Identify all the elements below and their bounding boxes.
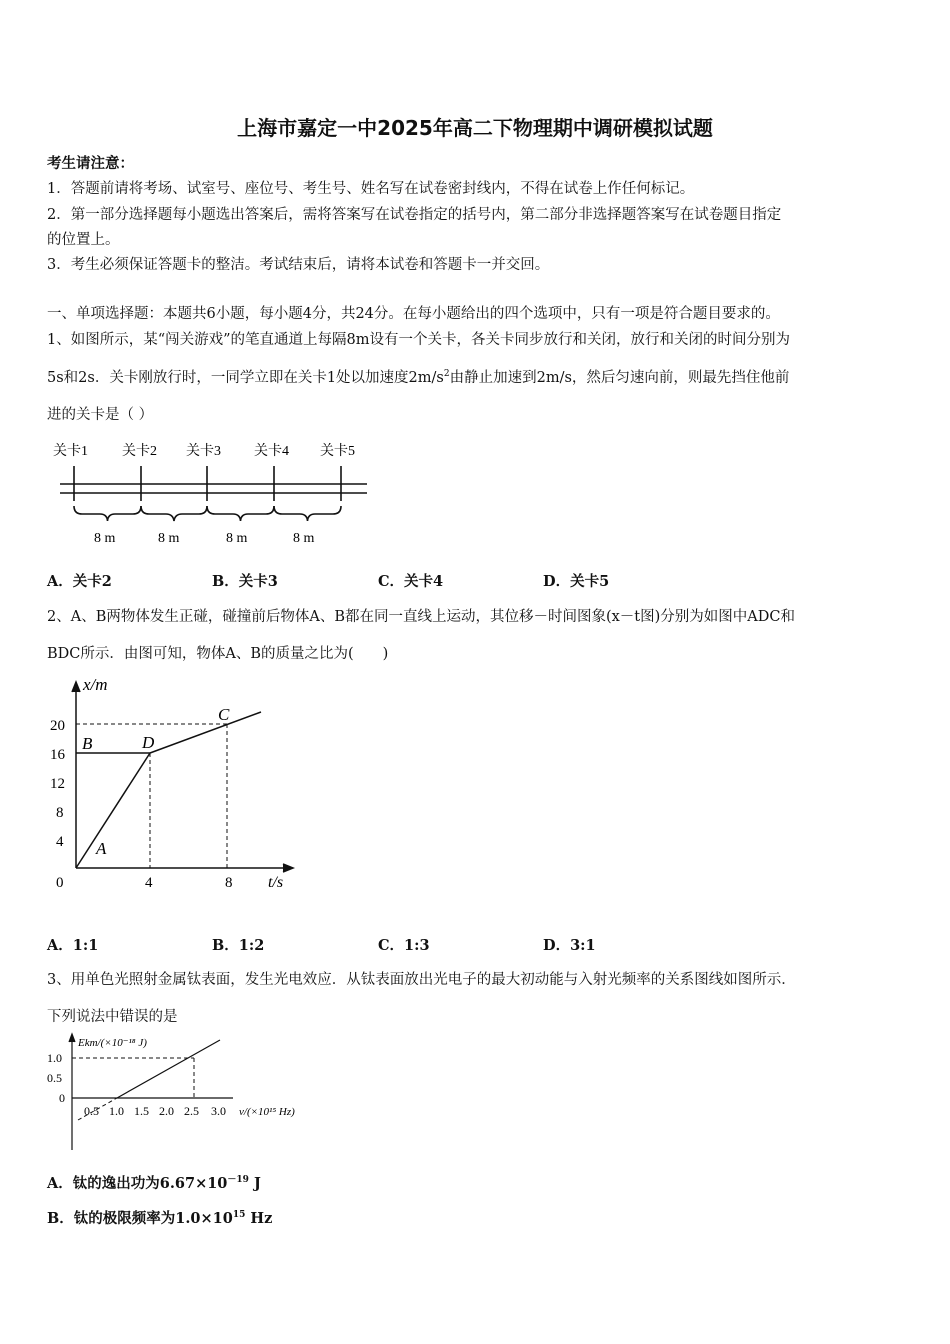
point-label-A: A <box>96 839 107 858</box>
q1-option-c[interactable]: C．关卡4 <box>378 573 444 590</box>
q3-xtick-25: 2.5 <box>184 1104 199 1118</box>
q3-option-a-unit: J <box>248 1175 261 1192</box>
q3-option-b-exponent: 15 <box>232 1210 246 1221</box>
point-label-B: B <box>82 734 93 753</box>
q3-option-a-exponent: －19 <box>227 1175 249 1186</box>
spacing-label-2: 8 m <box>158 531 180 546</box>
notice-heading: 考生请注意： <box>47 155 134 172</box>
q2-xtick-4: 4 <box>145 875 153 891</box>
q2-option-b[interactable]: B．1:2 <box>212 937 265 954</box>
brace-4 <box>274 506 341 521</box>
q3-option-a-text: A．钛的逸出功为6.67×10 <box>47 1175 228 1192</box>
q1-text-line2-part1: 5s和2s．关卡刚放行时，一同学立即在关卡1处以加速度2m/s <box>47 370 444 386</box>
brace-3 <box>207 506 274 521</box>
gate-label-2: 关卡2 <box>122 444 157 459</box>
brace-2 <box>141 506 207 521</box>
q2-ytick-20: 20 <box>50 718 65 734</box>
q3-ytick-0: 0 <box>59 1091 65 1105</box>
q1-gates-figure <box>45 434 375 554</box>
q3-option-a[interactable] <box>47 1172 261 1193</box>
q3-ytick-05: 0.5 <box>47 1071 62 1085</box>
q2-xlabel: t/s <box>268 874 284 891</box>
q3-xtick-10: 1.0 <box>109 1104 124 1118</box>
notice-item-3: 3．考生必须保证答题卡的整洁。考试结束后，请将本试卷和答题卡一并交回。 <box>47 257 550 273</box>
gate-label-3: 关卡3 <box>186 444 221 459</box>
q3-xtick-30: 3.0 <box>211 1104 226 1118</box>
notice-item-2-cont: 的位置上。 <box>47 232 120 248</box>
q2-option-a[interactable]: A．1:1 <box>47 937 99 954</box>
gate-label-4: 关卡4 <box>254 444 289 459</box>
q2-origin-label: 0 <box>56 875 64 891</box>
q3-text-line2: 下列说法中错误的是 <box>47 1009 178 1025</box>
q3-option-b-unit: Hz <box>245 1210 273 1227</box>
q3-xtick-20: 2.0 <box>159 1104 174 1118</box>
q3-text-line1: 3、用单色光照射金属钛表面，发生光电效应．从钛表面放出光电子的最大初动能与入射光频率的关系图线如图所示． <box>47 972 796 988</box>
q1-option-b[interactable]: B．关卡3 <box>212 573 278 590</box>
q3-ylabel: Ekm/(×10⁻¹⁸ J) <box>78 1037 147 1049</box>
q3-ytick-1: 1.0 <box>47 1051 62 1065</box>
section-heading: 一、单项选择题：本题共6小题，每小题4分，共24分。在每小题给出的四个选项中，只有一项是符合题目要求的。 <box>47 306 780 322</box>
q2-xtick-8: 8 <box>225 875 233 891</box>
brace-1 <box>74 506 141 521</box>
q2-ytick-8: 8 <box>56 805 64 821</box>
q2-ytick-4: 4 <box>56 834 64 850</box>
q2-option-d[interactable]: D．3:1 <box>543 937 596 954</box>
point-label-C: C <box>218 705 230 724</box>
gate-label-5: 关卡5 <box>320 444 355 459</box>
page-title: 上海市嘉定一中2025年高二下物理期中调研模拟试题 <box>237 116 713 140</box>
spacing-label-1: 8 m <box>94 531 116 546</box>
q3-option-b-text: B．钛的极限频率为1.0×10 <box>47 1210 233 1227</box>
line-DC <box>150 712 261 753</box>
q2-ytick-12: 12 <box>50 776 65 792</box>
q2-y-axis-arrow <box>72 682 80 692</box>
q2-xt-graph <box>45 672 305 897</box>
q1-text-line2-part2: 由静止加速到2m/s，然后匀速向前，则最先挡住他前 <box>449 370 790 386</box>
q3-ekm-graph <box>45 1030 335 1155</box>
q2-text-line1: 2、A、B两物体发生正碰，碰撞前后物体A、B都在同一直线上运动，其位移－时间图象(x－t图)分别为如图中ADC和 <box>47 609 795 625</box>
q2-ylabel: x/m <box>83 675 108 694</box>
q2-text-line2: BDC所示．由图可知，物体A、B的质量之比为( ) <box>47 646 389 662</box>
point-label-D: D <box>142 733 155 752</box>
q2-option-c[interactable]: C．1:3 <box>378 937 430 954</box>
q1-option-a[interactable]: A．关卡2 <box>47 573 112 590</box>
q1-text-line1: 1、如图所示，某“闯关游戏”的笔直通道上每隔8m设有一个关卡，各关卡同步放行和关闭，放行和关闭的时间分别为 <box>47 332 791 348</box>
spacing-label-3: 8 m <box>226 531 248 546</box>
gate-label-1: 关卡1 <box>53 444 88 459</box>
q3-xtick-05: 0.5 <box>84 1104 99 1118</box>
notice-item-2: 2．第一部分选择题每小题选出答案后，需将答案写在试卷指定的括号内，第二部分非选择题答案写在试卷题目指定 <box>47 207 782 223</box>
line-AD <box>76 753 150 868</box>
q3-y-axis-arrow <box>69 1034 75 1042</box>
notice-item-1: 1．答题前请将考场、试室号、座位号、考生号、姓名写在试卷密封线内，不得在试卷上作任何标记。 <box>47 181 695 197</box>
q3-xtick-15: 1.5 <box>134 1104 149 1118</box>
q1-text-line2 <box>47 366 789 387</box>
q2-ytick-16: 16 <box>50 747 65 763</box>
q2-x-axis-arrow <box>283 864 293 872</box>
q3-xlabel: ν/(×10¹⁵ Hz) <box>239 1106 295 1118</box>
q3-option-b[interactable] <box>47 1207 272 1228</box>
spacing-label-4: 8 m <box>293 531 315 546</box>
q1-option-d[interactable]: D．关卡5 <box>543 573 610 590</box>
q1-superscript: 2 <box>443 369 450 380</box>
q1-text-line3: 进的关卡是（ ） <box>47 407 154 423</box>
